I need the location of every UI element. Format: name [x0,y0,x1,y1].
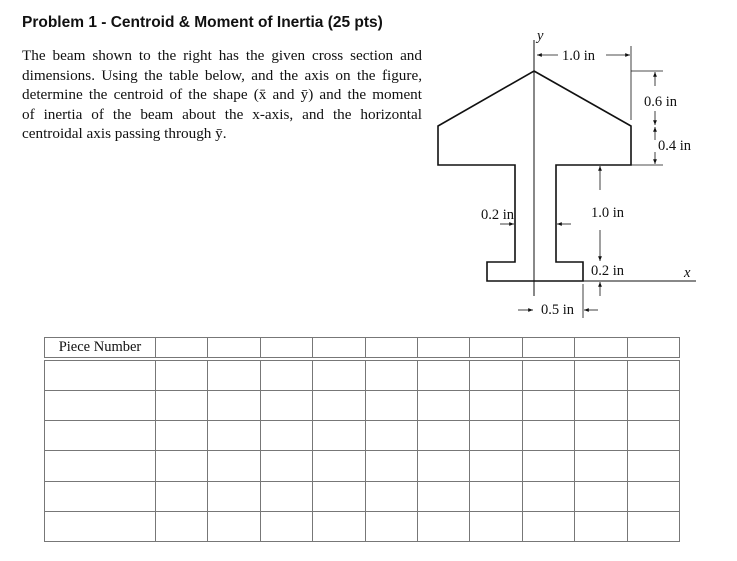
header-cell[interactable] [365,338,417,358]
table-cell[interactable] [417,391,469,421]
table-cell[interactable] [45,451,156,481]
table-cell[interactable] [470,421,522,451]
header-cell[interactable] [470,338,522,358]
table-cell[interactable] [470,481,522,511]
header-cell[interactable] [522,338,574,358]
table-cell[interactable] [575,451,627,481]
statement-line-5: centroidal axis passing through ȳ. [22,125,227,142]
dim-web-width-label: 0.2 in [481,207,515,223]
table-cell[interactable] [522,421,574,451]
table-cell[interactable] [208,361,260,391]
table-cell[interactable] [417,511,469,541]
table-cell[interactable] [313,391,365,421]
table-cell[interactable] [365,511,417,541]
table-cell[interactable] [45,481,156,511]
table-cell[interactable] [575,391,627,421]
header-cell[interactable] [208,338,260,358]
beam-cross-section-figure [420,24,720,324]
table-cell[interactable] [522,511,574,541]
table-cell[interactable] [627,391,679,421]
table-cell[interactable] [522,451,574,481]
table-cell[interactable] [45,511,156,541]
statement-line-4: of inertia of the beam about the x-axis, and the horizontal [22,105,422,123]
table-cell[interactable] [365,451,417,481]
table-cell[interactable] [156,481,208,511]
table-cell[interactable] [45,421,156,451]
dim-base-width-label: 0.5 in [541,302,575,318]
table-cell[interactable] [417,481,469,511]
table-cell[interactable] [45,391,156,421]
table-row [45,451,680,481]
table-cell[interactable] [156,391,208,421]
table-cell[interactable] [156,451,208,481]
dim-web-height-label: 1.0 in [591,205,625,221]
calc-table-header [44,337,680,358]
table-cell[interactable] [470,451,522,481]
problem-title: Problem 1 - Centroid & Moment of Inertia (25 pts) [22,14,383,31]
table-cell[interactable] [470,361,522,391]
table-cell[interactable] [208,511,260,541]
dim-flange-height-label: 0.4 in [658,138,692,154]
dim-base-height-label: 0.2 in [591,263,625,279]
table-cell[interactable] [627,451,679,481]
dim-top-width-label: 1.0 in [562,48,596,64]
table-cell[interactable] [417,451,469,481]
dim-roof-height-label: 0.6 in [644,94,678,110]
table-row [45,421,680,451]
table-cell[interactable] [313,481,365,511]
header-cell[interactable] [627,338,679,358]
table-cell[interactable] [208,481,260,511]
table-cell[interactable] [417,361,469,391]
table-cell[interactable] [260,391,312,421]
table-cell[interactable] [260,451,312,481]
table-cell[interactable] [208,421,260,451]
table-cell[interactable] [365,361,417,391]
table-cell[interactable] [260,421,312,451]
statement-line-1: The beam shown to the right has the given cross section and [22,47,422,64]
header-cell[interactable] [260,338,312,358]
table-cell[interactable] [522,361,574,391]
header-cell-piece-number: Piece Number [45,338,156,358]
table-cell[interactable] [627,361,679,391]
table-cell[interactable] [627,421,679,451]
calc-table-body [44,360,680,542]
statement-line-2: dimensions. Using the table below, and the axis on the figure, [22,66,422,84]
table-row [45,481,680,511]
header-cell[interactable] [313,338,365,358]
table-cell[interactable] [260,511,312,541]
table-row [45,511,680,541]
table-cell[interactable] [313,421,365,451]
problem-statement [22,46,422,144]
table-cell[interactable] [156,421,208,451]
table-cell[interactable] [313,361,365,391]
table-cell[interactable] [156,511,208,541]
table-cell[interactable] [522,481,574,511]
table-cell[interactable] [313,511,365,541]
table-cell[interactable] [627,511,679,541]
table-cell[interactable] [522,391,574,421]
table-cell[interactable] [575,511,627,541]
table-cell[interactable] [627,481,679,511]
header-cell[interactable] [417,338,469,358]
table-cell[interactable] [417,421,469,451]
table-cell[interactable] [365,421,417,451]
header-cell[interactable] [575,338,627,358]
statement-line-3: determine the centroid of the shape (x̄ and ȳ) and the moment [22,86,422,103]
table-cell[interactable] [45,361,156,391]
y-axis-label: y [537,28,544,44]
table-cell[interactable] [260,361,312,391]
table-cell[interactable] [313,451,365,481]
table-cell[interactable] [365,391,417,421]
table-cell[interactable] [365,481,417,511]
table-row [45,391,680,421]
x-axis-label: x [684,265,691,281]
table-cell[interactable] [156,361,208,391]
table-cell[interactable] [575,361,627,391]
table-cell[interactable] [470,511,522,541]
table-cell[interactable] [208,451,260,481]
table-cell[interactable] [575,421,627,451]
table-row [45,361,680,391]
table-cell[interactable] [470,391,522,421]
header-cell[interactable] [156,338,208,358]
table-cell[interactable] [575,481,627,511]
table-cell[interactable] [260,481,312,511]
table-cell[interactable] [208,391,260,421]
